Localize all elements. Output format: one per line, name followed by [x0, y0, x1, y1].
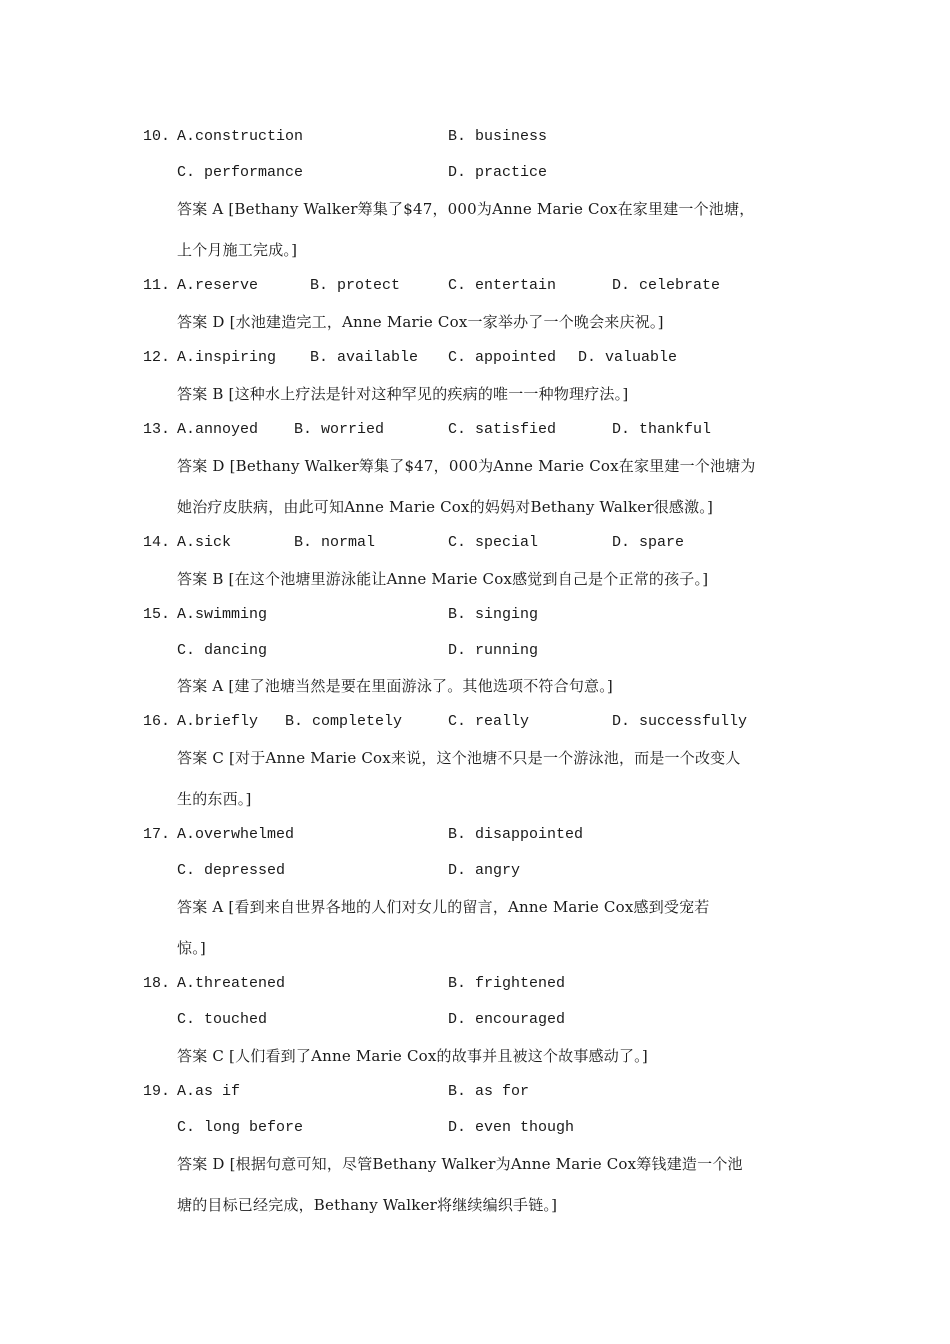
question-number: 17.	[143, 826, 171, 843]
option-a: A.threatened	[177, 975, 286, 992]
question-number: 13.	[143, 421, 171, 438]
option-c: C. satisfied	[448, 421, 557, 438]
option-d: D. running	[448, 642, 539, 659]
option-c: C. depressed	[177, 862, 286, 879]
option-a: A.inspiring	[177, 349, 277, 366]
answer-explanation: 上个月施工完成。]	[177, 241, 298, 259]
question-number: 11.	[143, 277, 171, 294]
question-number: 14.	[143, 534, 171, 551]
option-c: C. special	[448, 534, 539, 551]
option-c: C. long before	[177, 1119, 304, 1136]
option-b: B. as for	[448, 1083, 530, 1100]
option-d: D. spare	[612, 534, 685, 551]
answer-explanation: 她治疗皮肤病，由此可知Anne Marie Cox的妈妈对Bethany Walker很感激。]	[177, 498, 714, 516]
answer-explanation: 答案 C [对于Anne Marie Cox来说，这个池塘不只是一个游泳池，而是一个改变人	[177, 749, 741, 767]
option-a: A.overwhelmed	[177, 826, 295, 843]
answer-explanation: 答案 C [人们看到了Anne Marie Cox的故事并且被这个故事感动了。]	[177, 1047, 648, 1065]
option-b: B. worried	[294, 421, 385, 438]
option-a: A.sick	[177, 534, 232, 551]
answer-explanation: 答案 D [水池建造完工，Anne Marie Cox一家举办了一个晚会来庆祝。]	[177, 313, 664, 331]
option-d: D. even though	[448, 1119, 575, 1136]
answer-explanation: 答案 B [在这个池塘里游泳能让Anne Marie Cox感觉到自己是个正常的孩子。]	[177, 570, 709, 588]
option-c: C. dancing	[177, 642, 268, 659]
answer-explanation: 塘的目标已经完成，Bethany Walker将继续编织手链。]	[177, 1196, 558, 1214]
option-d: D. angry	[448, 862, 521, 879]
answer-explanation: 答案 D [Bethany Walker筹集了$47，000为Anne Marie Cox在家里建一个池塘为	[177, 457, 756, 475]
option-b: B. protect	[310, 277, 401, 294]
option-d: D. practice	[448, 164, 548, 181]
option-a: A.annoyed	[177, 421, 259, 438]
question-number: 18.	[143, 975, 171, 992]
option-b: B. available	[310, 349, 419, 366]
option-a: A.reserve	[177, 277, 259, 294]
answer-explanation: 生的东西。]	[177, 790, 252, 808]
option-b: B. singing	[448, 606, 539, 623]
option-a: A.swimming	[177, 606, 268, 623]
option-c: C. performance	[177, 164, 304, 181]
option-c: C. appointed	[448, 349, 557, 366]
option-a: A.construction	[177, 128, 304, 145]
answer-explanation: 答案 D [根据句意可知，尽管Bethany Walker为Anne Marie Cox筹钱建造一个池	[177, 1155, 743, 1173]
answer-explanation: 惊。]	[177, 939, 206, 957]
option-d: D. thankful	[612, 421, 712, 438]
option-d: D. celebrate	[612, 277, 721, 294]
option-b: B. business	[448, 128, 548, 145]
answer-explanation: 答案 A [Bethany Walker筹集了$47，000为Anne Marie Cox在家里建一个池塘，	[177, 200, 755, 218]
option-c: C. entertain	[448, 277, 557, 294]
option-d: D. valuable	[578, 349, 678, 366]
option-a: A.briefly	[177, 713, 259, 730]
option-d: D. encouraged	[448, 1011, 566, 1028]
answer-explanation: 答案 A [看到来自世界各地的人们对女儿的留言，Anne Marie Cox感到受宠若	[177, 898, 710, 916]
option-d: D. successfully	[612, 713, 748, 730]
option-b: B. disappointed	[448, 826, 584, 843]
option-b: B. normal	[294, 534, 376, 551]
question-number: 19.	[143, 1083, 171, 1100]
question-number: 12.	[143, 349, 171, 366]
option-b: B. frightened	[448, 975, 566, 992]
question-number: 10.	[143, 128, 171, 145]
answer-explanation: 答案 B [这种水上疗法是针对这种罕见的疾病的唯一一种物理疗法。]	[177, 385, 629, 403]
option-c: C. touched	[177, 1011, 268, 1028]
option-a: A.as if	[177, 1083, 241, 1100]
option-b: B. completely	[285, 713, 403, 730]
answer-explanation: 答案 A [建了池塘当然是要在里面游泳了。其他选项不符合句意。]	[177, 677, 613, 695]
question-number: 16.	[143, 713, 171, 730]
question-number: 15.	[143, 606, 171, 623]
option-c: C. really	[448, 713, 530, 730]
